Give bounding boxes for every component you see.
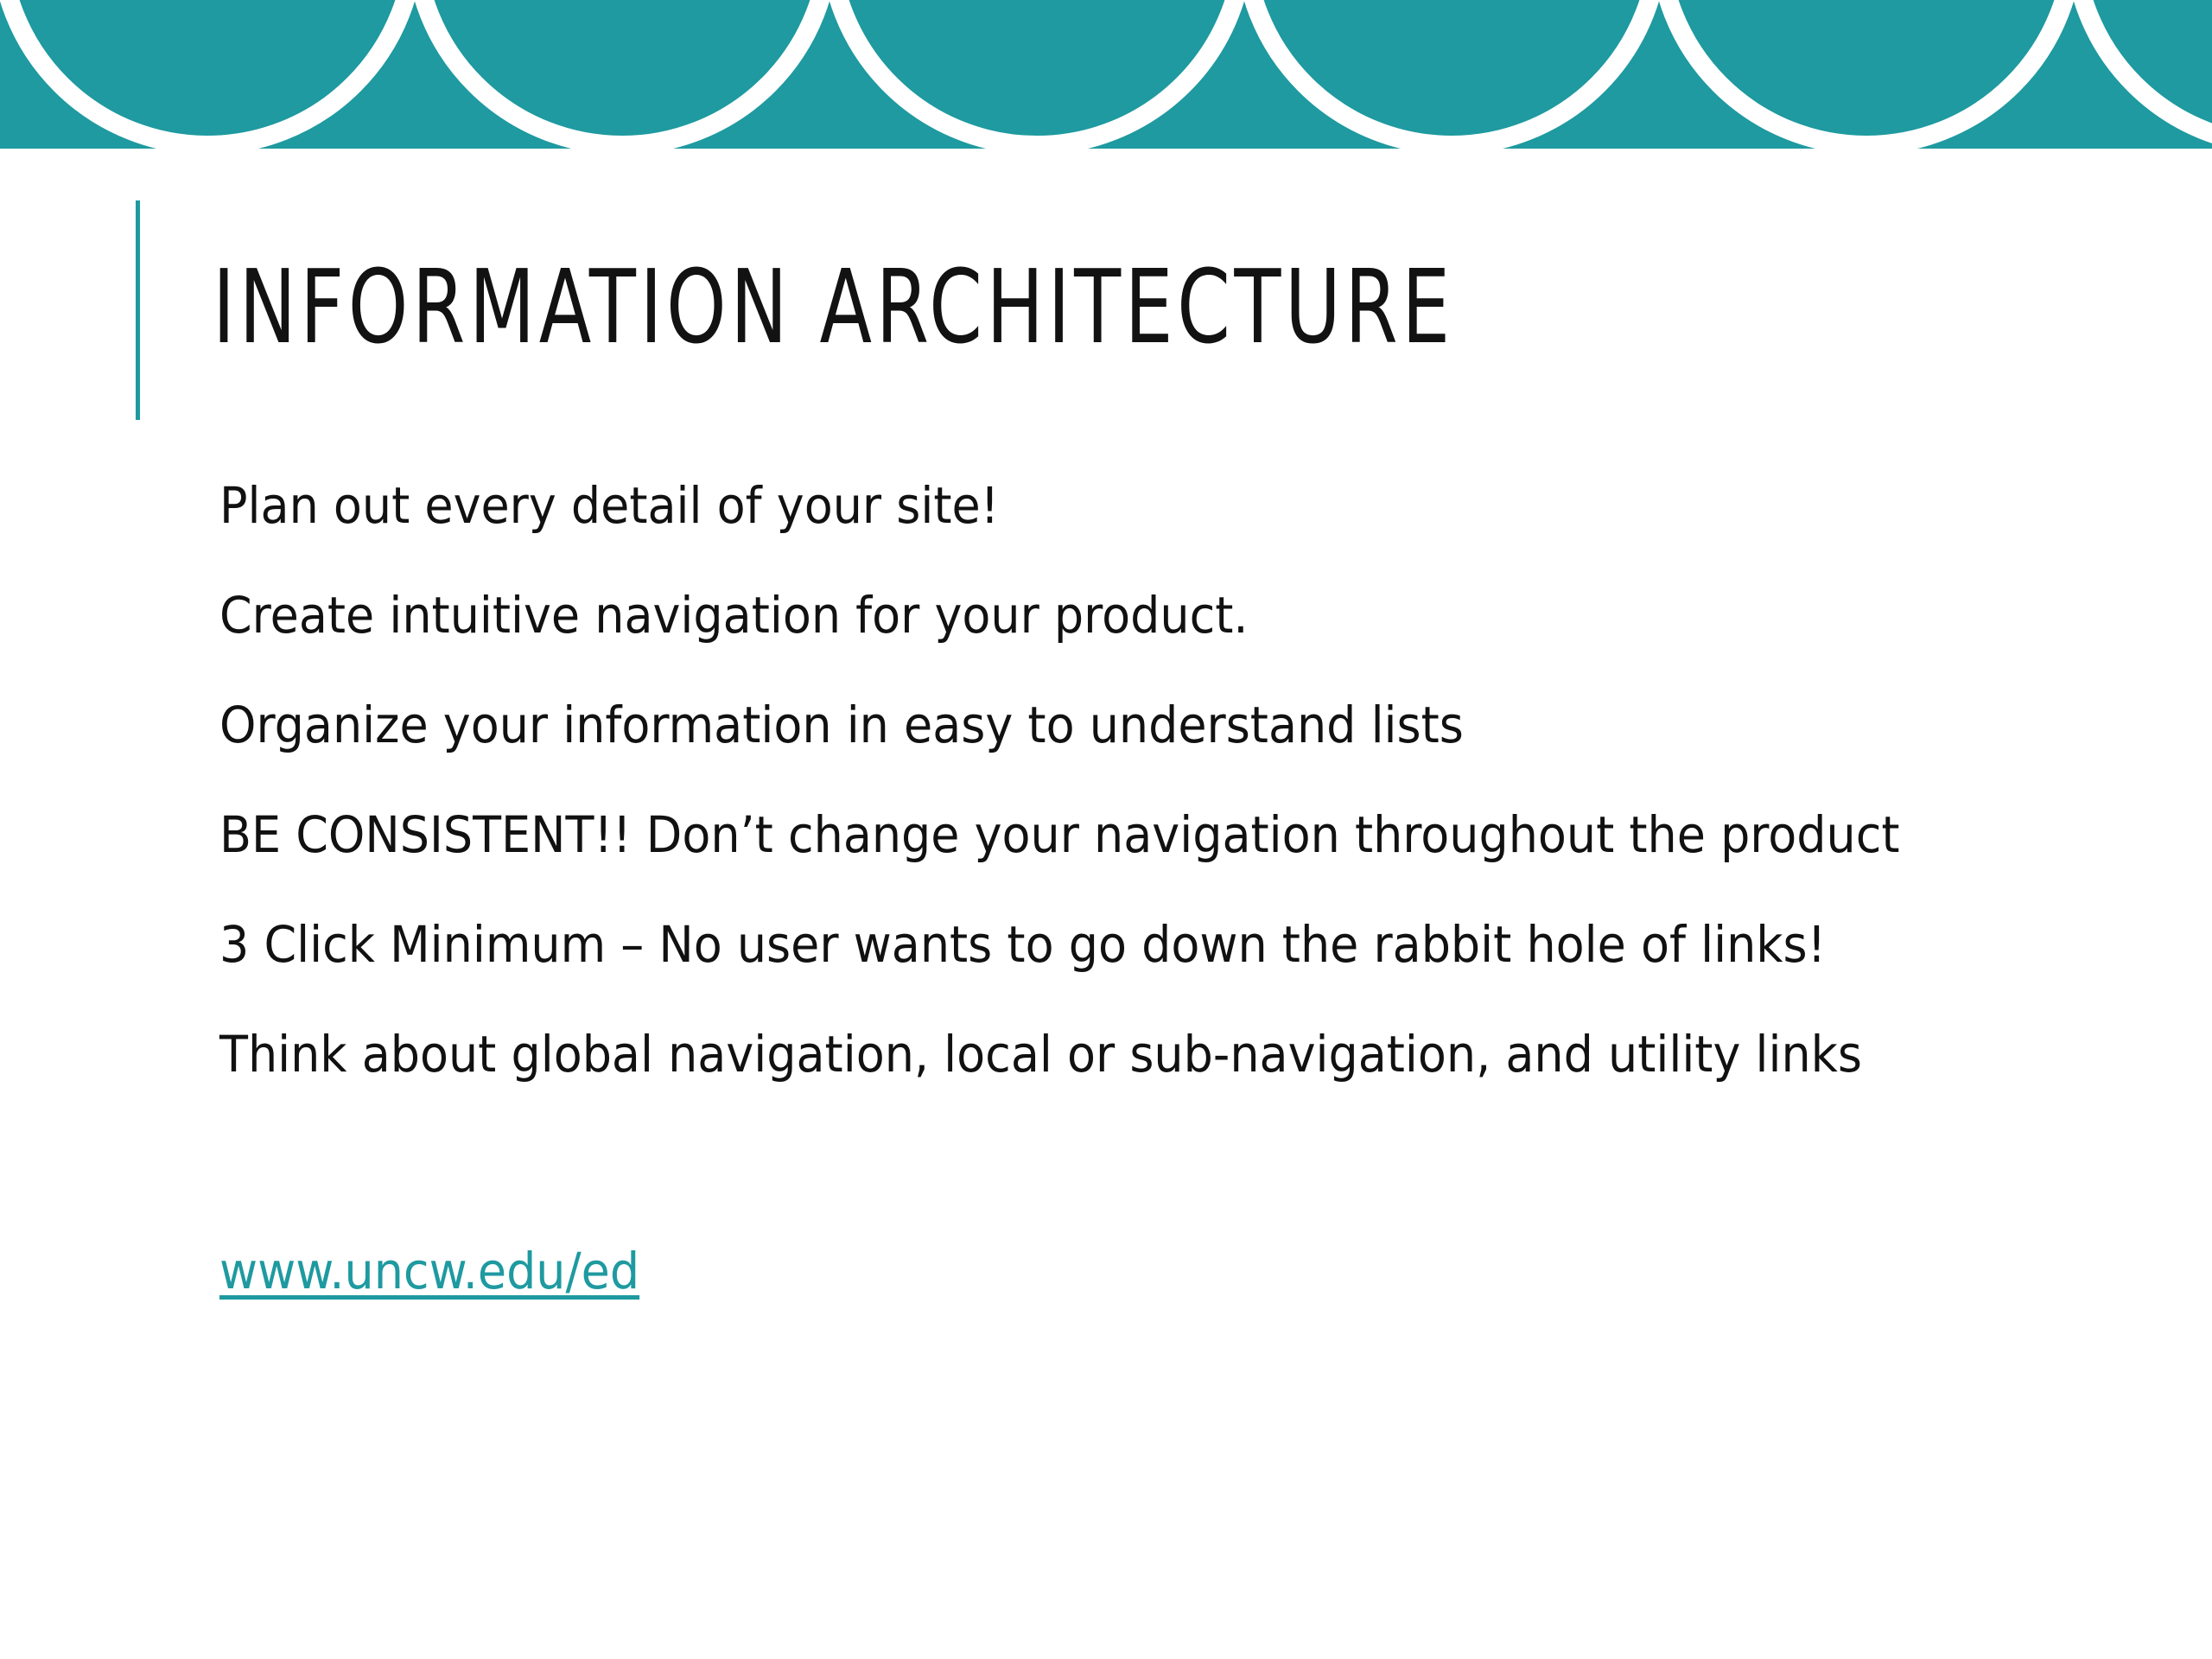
bullet-item: BE CONSISTENT!! Don’t change your navigation throughout the product (219, 805, 1900, 864)
bullet-list (219, 474, 2120, 1132)
bullet-item: Think about global navigation, local or sub-navigation, and utility links (219, 1025, 1863, 1084)
slide-title: INFORMATION ARCHITECTURE (213, 247, 1454, 366)
website-link[interactable]: www.uncw.edu/ed (219, 1242, 640, 1300)
title-accent-bar (136, 200, 140, 420)
bullet-item: 3 Click Minimum – No user wants to go down the rabbit hole of links! (219, 915, 1827, 974)
bullet-item: Plan out every detail of your site! (219, 476, 1000, 535)
decorative-banner (0, 0, 2212, 149)
circle-pattern (0, 0, 2212, 149)
bullet-item: Create intuitive navigation for your product. (219, 586, 1249, 645)
bullet-item: Organize your information in easy to understand lists (219, 696, 1464, 754)
